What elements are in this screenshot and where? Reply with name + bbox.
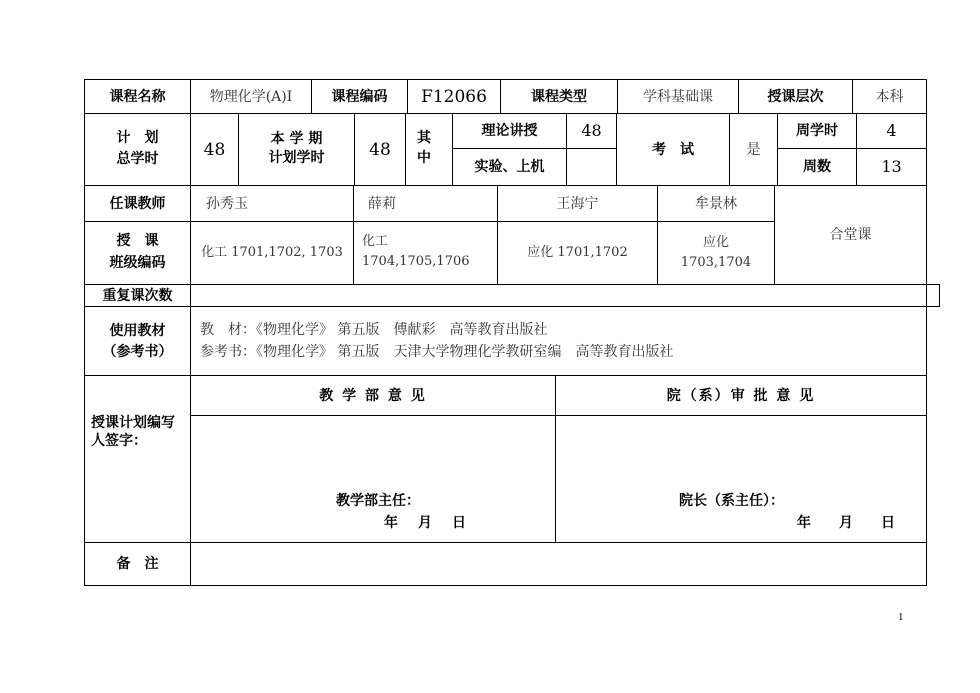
course-name-label: 课程名称 [109,88,166,105]
lab-label: 实验、上机 [474,159,545,175]
theory-label: 理论讲授 [481,123,538,139]
textbook-reference: 参考书：《物理化学》 第五版 天津大学物理化学教研室编 高等教育出版社 [200,344,674,360]
rule [190,415,927,416]
rule [353,185,354,285]
term-hours-label-1: 本 学 期 [270,131,323,147]
teacher-name: 牟景林 [695,195,737,212]
total-hours-value: 48 [203,139,226,160]
course-code-label: 课程编码 [331,88,388,105]
dean-approval-date: 年 月 日 [797,515,895,531]
level-label: 授课层次 [767,88,824,105]
lab-value [567,149,616,185]
class-code: 化工 1701,1702, 1703 [201,245,343,260]
class-code: 应化 1701,1702 [527,245,628,260]
level-value: 本科 [875,88,904,105]
textbook-label-2: （参考书） [102,344,173,360]
course-name-value: 物理化学(A)I [209,88,293,105]
teacher-name: 王海宁 [556,195,599,212]
repeat-value [191,285,939,306]
rule [926,79,927,586]
merged-class-note: 合堂课 [829,227,872,243]
class-codes-label-1: 授 课 [116,233,159,249]
rule [939,284,940,307]
term-hours-value: 48 [369,139,391,160]
remarks-value [191,543,926,585]
textbook-label-1: 使用教材 [109,323,166,339]
class-code: 应化 1703,1704 [680,235,752,270]
plan-writer-signature-label: 授课计划编写人签字： [91,415,175,449]
exam-label: 考 试 [652,141,694,158]
textbook-main: 教 材：《物理化学》 第五版 傅献彩 高等教育出版社 [200,322,548,338]
dept-opinion-heading: 教 学 部 意 见 [319,387,427,404]
rule [405,113,406,186]
page-number: 1 [898,611,904,623]
rule [84,585,927,586]
class-codes-label-2: 班级编码 [109,255,166,271]
rule [84,221,774,222]
course-code-value: F12066 [421,86,487,107]
teachers-label: 任课教师 [109,195,166,212]
total-hours-label-1: 计 划 [116,130,159,146]
class-code: 化工 1704,1705,1706 [362,234,470,269]
weeks-value: 13 [881,157,902,176]
rule [84,306,940,307]
repeat-label: 重复课次数 [102,287,173,304]
remarks-label: 备 注 [116,556,159,572]
total-hours-label-2: 总学时 [116,151,159,167]
exam-value: 是 [746,141,761,158]
term-hours-label-2: 计划学时 [268,150,325,166]
course-type-value: 学科基础课 [643,88,713,105]
teacher-name: 薛莉 [368,195,396,212]
course-type-label: 课程类型 [531,88,587,105]
theory-value: 48 [581,121,602,140]
of-which-label: 其中 [417,130,431,166]
school-opinion-heading: 院（系）审 批 意 见 [666,387,816,404]
weeks-label: 周数 [803,159,831,175]
teacher-name: 孙秀玉 [206,195,248,212]
dean-signature-label: 院长（系主任）： [679,493,784,509]
dept-head-signature-label: 教学部主任： [336,493,420,509]
dept-approval-date: 年 月 日 [384,515,469,531]
weekly-hours-value: 4 [886,121,897,140]
weekly-hours-label: 周学时 [796,123,838,139]
